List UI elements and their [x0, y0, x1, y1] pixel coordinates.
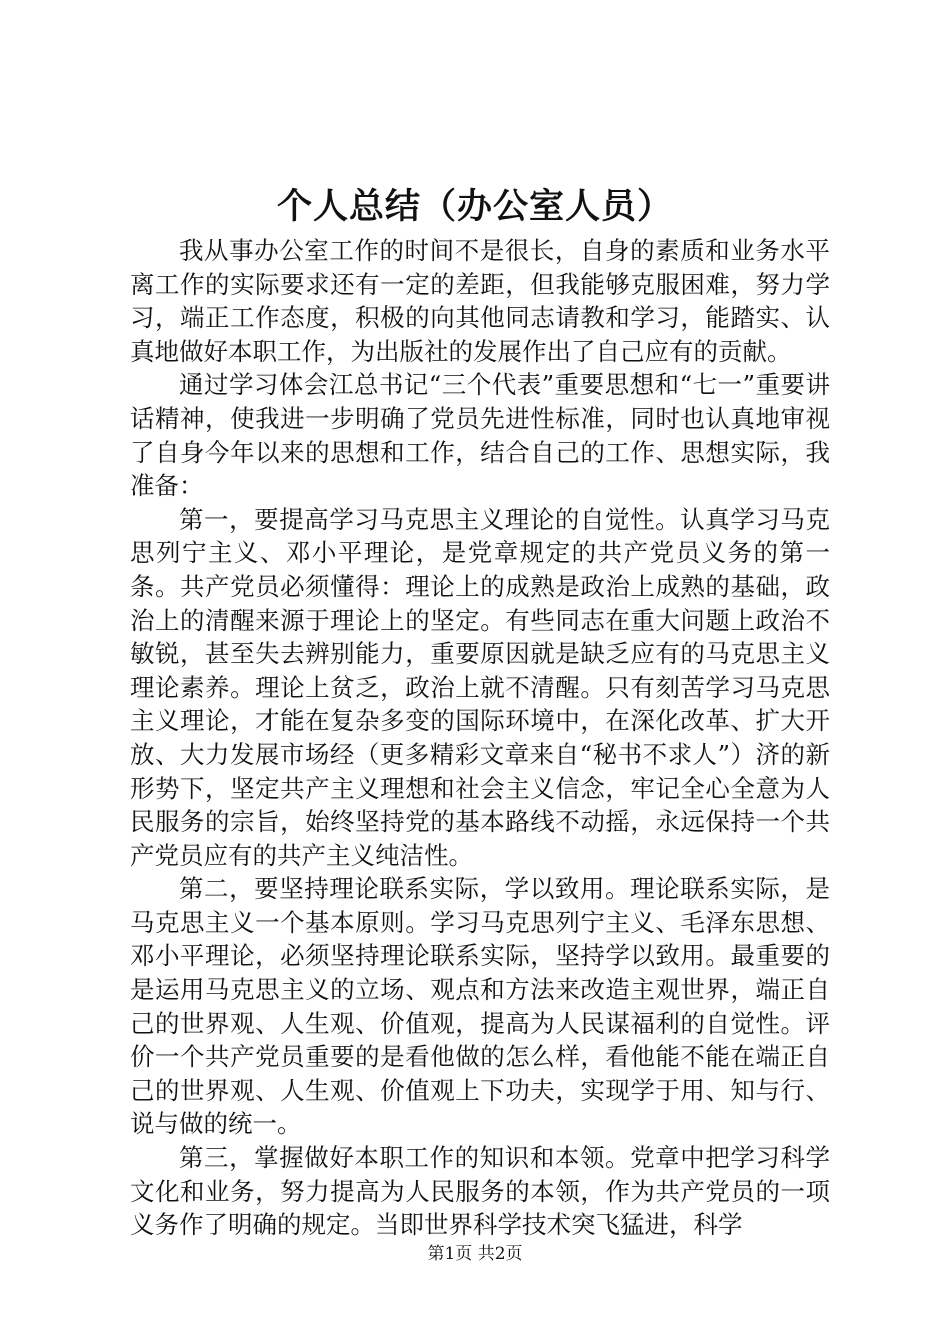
paragraph-study: 通过学习体会江总书记“三个代表”重要思想和“七一”重要讲话精神，使我进一步明确了党员先进性标准，同时也认真地审视了自身今年以来的思想和工作，结合自己的工作、思想实际，我准备： [130, 370, 830, 501]
paragraph-intro: 我从事办公室工作的时间不是很长，自身的素质和业务水平离工作的实际要求还有一定的差距，但我能够克服困难，努力学习，端正工作态度，积极的向其他同志请教和学习，能踏实、认真地做好本职工作，为出版社的发展作出了自己应有的贡献。 [130, 236, 830, 366]
paragraph-point-two: 第二，要坚持理论联系实际，学以致用。理论联系实际，是马克思主义一个基本原则。学习马克思列宁主义、毛泽东思想、邓小平理论，必须坚持理论联系实际，坚持学以致用。最重要的是运用马克思主义的立场、观点和方法来改造主观世界，端正自己的世界观、人生观、价值观，提高为人民谋福利的自觉性。评价一个共产党员重要的是看他做的怎么样，看他能不能在端正自己的世界观、人生观、价值观上下功夫，实现学于用、知与行、说与做的统一。 [130, 874, 830, 1139]
document-title: 个人总结（办公室人员） [276, 186, 673, 227]
paragraph-point-three: 第三，掌握做好本职工作的知识和本领。党章中把学习科学文化和业务，努力提高为人民服务的本领，作为共产党员的一项义务作了明确的规定。当即世界科学技术突飞猛进，科学 [130, 1143, 830, 1240]
paragraph-point-one: 第一，要提高学习马克思主义理论的自觉性。认真学习马克思列宁主义、邓小平理论，是党章规定的共产党员义务的第一条。共产党员必须懂得：理论上的成熟是政治上成熟的基础，政治上的清醒来源于理论上的坚定。有些同志在重大问题上政治不敏锐，甚至失去辨别能力，重要原因就是缺乏应有的马克思主义理论素养。理论上贫乏，政治上就不清醒。只有刻苦学习马克思主义理论，才能在复杂多变的国际环境中，在深化改革、扩大开放、大力发展市场经（更多精彩文章来自“秘书不求人”）济的新形势下，坚定共产主义理想和社会主义信念，牢记全心全意为人民服务的宗旨，始终坚持党的基本路线不动摇，永远保持一个共产党员应有的共产主义纯洁性。 [130, 504, 830, 870]
page-number-footer: 第1页 共2页 [427, 1244, 523, 1264]
document-body [130, 234, 830, 1242]
